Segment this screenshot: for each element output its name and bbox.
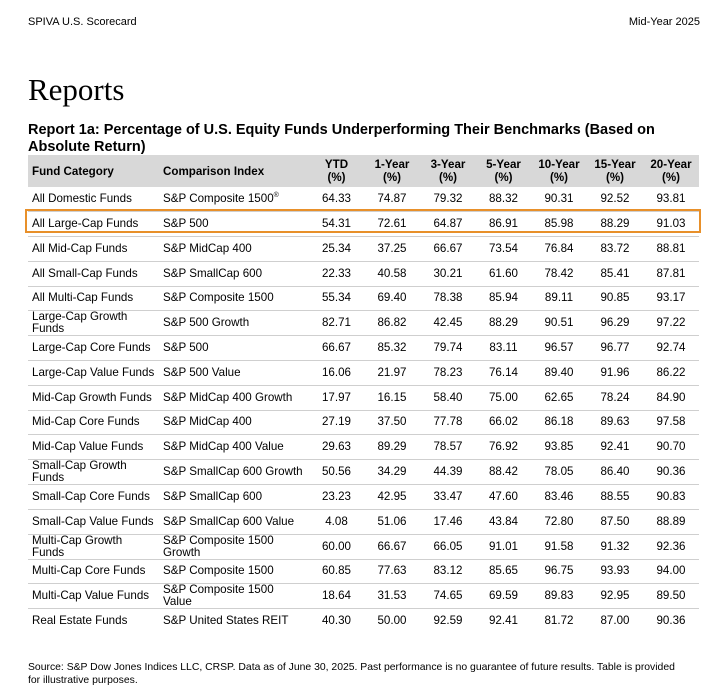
comparison-index-cell: S&P MidCap 400 — [163, 415, 252, 429]
percentage-cell: 29.63 — [321, 440, 351, 454]
percentage-cell: 44.39 — [433, 465, 463, 478]
percentage-cell: 87.81 — [656, 266, 686, 280]
comparison-index-cell: S&P MidCap 400 Growth — [163, 390, 293, 404]
percentage-cell: 83.46 — [544, 489, 574, 503]
percentage-cell: 42.95 — [377, 489, 407, 503]
table-row — [28, 336, 699, 361]
percentage-cell: 90.70 — [656, 440, 686, 454]
percentage-cell: 96.29 — [600, 316, 630, 330]
comparison-index-cell: S&P 500 — [163, 217, 209, 231]
percentage-cell: 23.23 — [321, 489, 351, 503]
fund-category-cell: Small-Cap Core Funds — [32, 489, 150, 503]
table-row — [28, 410, 699, 435]
percentage-cell: 85.41 — [600, 266, 630, 280]
fund-category-cell: Small-Cap Growth Funds — [32, 459, 127, 484]
percentage-cell: 76.84 — [544, 241, 574, 255]
percentage-cell: 54.31 — [321, 217, 351, 231]
percentage-cell: 33.47 — [433, 489, 463, 503]
percentage-cell: 86.82 — [377, 316, 407, 330]
percentage-cell: 89.83 — [544, 589, 574, 603]
fund-category-cell: Multi-Cap Core Funds — [32, 564, 146, 578]
percentage-cell: 60.85 — [321, 564, 351, 578]
column-header-ytd: YTD (%) — [309, 155, 364, 187]
percentage-cell: 90.36 — [656, 465, 686, 478]
percentage-cell: 91.96 — [600, 365, 630, 379]
table-row — [28, 584, 699, 609]
percentage-cell: 22.33 — [321, 266, 351, 280]
comparison-index-cell: S&P SmallCap 600 — [163, 489, 263, 503]
comparison-index-cell: S&P 500 Value — [163, 365, 241, 379]
percentage-cell: 89.50 — [656, 589, 686, 603]
percentage-cell: 79.32 — [433, 192, 463, 206]
fund-category-cell: All Domestic Funds — [32, 192, 132, 206]
fund-category-cell: Large-Cap Growth Funds — [32, 310, 128, 336]
percentage-cell: 83.12 — [433, 564, 463, 578]
percentage-cell: 88.29 — [488, 316, 518, 330]
fund-category-cell: Multi-Cap Value Funds — [32, 589, 150, 603]
percentage-cell: 78.57 — [433, 440, 463, 454]
percentage-cell: 83.72 — [600, 241, 630, 255]
table-row — [28, 187, 699, 212]
table-row — [28, 286, 699, 311]
percentage-cell: 47.60 — [488, 489, 518, 503]
percentage-cell: 75.00 — [488, 390, 518, 404]
table-title: Report 1a: Percentage of U.S. Equity Funds Underperforming Their Benchmarks (Based on Absolute Return) — [28, 122, 655, 155]
comparison-index-cell: S&P SmallCap 600 Growth — [163, 465, 303, 478]
percentage-cell: 87.00 — [600, 614, 630, 628]
percentage-cell: 86.22 — [656, 365, 686, 379]
percentage-cell: 86.18 — [544, 415, 574, 429]
percentage-cell: 82.71 — [321, 316, 351, 330]
percentage-cell: 66.67 — [377, 539, 407, 553]
percentage-cell: 81.72 — [544, 614, 574, 628]
percentage-cell: 27.19 — [321, 415, 351, 429]
column-header-1-year: 1-Year (%) — [364, 155, 420, 187]
percentage-cell: 91.03 — [656, 217, 686, 231]
percentage-cell: 42.45 — [433, 316, 463, 330]
percentage-cell: 17.46 — [433, 514, 463, 528]
page-title: Reports — [28, 72, 125, 107]
table-row — [28, 237, 699, 262]
percentage-cell: 74.65 — [433, 589, 463, 603]
comparison-index-cell: S&P SmallCap 600 — [163, 266, 263, 280]
percentage-cell: 89.63 — [600, 415, 630, 429]
percentage-cell: 31.53 — [377, 589, 407, 603]
percentage-cell: 90.51 — [544, 316, 574, 330]
percentage-cell: 60.00 — [321, 539, 351, 553]
percentage-cell: 83.11 — [489, 341, 518, 355]
percentage-cell: 96.77 — [600, 341, 630, 355]
percentage-cell: 76.14 — [488, 365, 518, 379]
percentage-cell: 90.31 — [544, 192, 574, 206]
column-header-10-year: 10-Year (%) — [531, 155, 587, 187]
percentage-cell: 88.81 — [656, 241, 686, 255]
percentage-cell: 85.65 — [488, 564, 518, 578]
percentage-cell: 16.06 — [321, 365, 351, 379]
percentage-cell: 51.06 — [377, 514, 407, 528]
fund-category-cell: Mid-Cap Core Funds — [32, 415, 140, 429]
table-row — [28, 460, 699, 485]
percentage-cell: 37.50 — [377, 415, 407, 429]
percentage-cell: 92.41 — [488, 614, 518, 628]
percentage-cell: 78.38 — [433, 291, 463, 305]
percentage-cell: 93.81 — [656, 192, 686, 206]
comparison-index-cell: S&P MidCap 400 Value — [163, 440, 284, 454]
percentage-cell: 89.11 — [544, 291, 574, 305]
percentage-cell: 85.94 — [488, 291, 518, 305]
comparison-index-cell: S&P Composite 1500 Value — [163, 583, 274, 609]
percentage-cell: 62.65 — [544, 390, 574, 404]
comparison-index-cell: S&P MidCap 400 — [163, 241, 252, 255]
percentage-cell: 92.74 — [656, 341, 686, 355]
percentage-cell: 78.24 — [600, 390, 630, 404]
percentage-cell: 69.59 — [488, 589, 518, 603]
underperformance-table — [28, 155, 699, 634]
percentage-cell: 72.80 — [544, 514, 574, 528]
table-row — [28, 509, 699, 534]
percentage-cell: 88.32 — [488, 192, 518, 206]
percentage-cell: 86.40 — [600, 465, 630, 478]
table-row — [28, 361, 699, 386]
percentage-cell: 92.36 — [656, 539, 686, 553]
fund-category-cell: Large-Cap Core Funds — [32, 341, 151, 355]
percentage-cell: 64.87 — [433, 217, 463, 231]
percentage-cell: 88.42 — [488, 465, 518, 478]
percentage-cell: 78.23 — [433, 365, 463, 379]
registered-mark: ® — [273, 192, 279, 200]
comparison-index-cell: S&P Composite 1500 Growth — [163, 533, 274, 559]
percentage-cell: 84.90 — [656, 390, 686, 404]
table-row — [28, 261, 699, 286]
percentage-cell: 72.61 — [377, 217, 407, 231]
percentage-cell: 96.57 — [544, 341, 574, 355]
percentage-cell: 37.25 — [377, 241, 407, 255]
report-series-label: SPIVA U.S. Scorecard — [28, 16, 137, 28]
fund-category-cell: Small-Cap Value Funds — [32, 514, 154, 528]
percentage-cell: 21.97 — [377, 365, 407, 379]
column-header-20-year: 20-Year (%) — [643, 155, 699, 187]
percentage-cell: 78.42 — [544, 266, 574, 280]
percentage-cell: 93.93 — [600, 564, 630, 578]
column-header-comparison-index: Comparison Index — [159, 155, 309, 187]
percentage-cell: 73.54 — [488, 241, 518, 255]
column-header-3-year: 3-Year (%) — [420, 155, 476, 187]
percentage-cell: 78.05 — [544, 465, 574, 478]
source-footnote: Source: S&P Dow Jones Indices LLC, CRSP. Data as of June 30, 2025. Past performance is no guarantee of future results. Table is provided for illustrative purposes. — [28, 662, 675, 686]
percentage-cell: 66.67 — [321, 341, 351, 355]
percentage-cell: 92.41 — [600, 440, 630, 454]
percentage-cell: 17.97 — [321, 390, 351, 404]
comparison-index-cell: S&P SmallCap 600 Value — [163, 514, 295, 528]
table-row — [28, 485, 699, 510]
comparison-index-cell: S&P Composite 1500 — [163, 564, 274, 578]
comparison-index-cell: S&P Composite 1500® — [163, 192, 279, 206]
fund-category-cell: Multi-Cap Growth Funds — [32, 533, 123, 559]
percentage-cell: 94.00 — [656, 564, 686, 578]
percentage-cell: 76.92 — [488, 440, 518, 454]
percentage-cell: 77.78 — [433, 415, 463, 429]
percentage-cell: 93.85 — [544, 440, 574, 454]
percentage-cell: 89.29 — [377, 440, 407, 454]
percentage-cell: 43.84 — [488, 514, 518, 528]
percentage-cell: 91.01 — [488, 539, 518, 553]
percentage-cell: 93.17 — [656, 291, 686, 305]
fund-category-cell: Mid-Cap Value Funds — [32, 440, 144, 454]
percentage-cell: 86.91 — [488, 217, 518, 231]
table-header-row — [28, 155, 699, 187]
fund-category-cell: All Small-Cap Funds — [32, 266, 138, 280]
table-body — [28, 187, 699, 634]
column-header-15-year: 15-Year (%) — [587, 155, 643, 187]
percentage-cell: 4.08 — [325, 514, 348, 528]
table-row — [28, 534, 699, 559]
percentage-cell: 89.40 — [544, 365, 574, 379]
percentage-cell: 40.58 — [377, 266, 407, 280]
comparison-index-cell: S&P 500 — [163, 341, 209, 355]
comparison-index-cell: S&P Composite 1500 — [163, 291, 274, 305]
table-row — [28, 559, 699, 584]
percentage-cell: 55.34 — [321, 291, 351, 305]
percentage-cell: 90.85 — [600, 291, 630, 305]
percentage-cell: 30.21 — [433, 266, 463, 280]
percentage-cell: 74.87 — [377, 192, 407, 206]
percentage-cell: 77.63 — [377, 564, 407, 578]
fund-category-cell: All Mid-Cap Funds — [32, 241, 128, 255]
percentage-cell: 92.52 — [600, 192, 630, 206]
percentage-cell: 50.56 — [321, 465, 351, 478]
percentage-cell: 18.64 — [321, 589, 351, 603]
fund-category-cell: All Multi-Cap Funds — [32, 291, 134, 305]
percentage-cell: 85.98 — [544, 217, 574, 231]
column-header-5-year: 5-Year (%) — [476, 155, 531, 187]
percentage-cell: 58.40 — [433, 390, 463, 404]
percentage-cell: 16.15 — [377, 390, 407, 404]
fund-category-cell: Mid-Cap Growth Funds — [32, 390, 152, 404]
percentage-cell: 61.60 — [488, 266, 518, 280]
percentage-cell: 97.22 — [656, 316, 686, 330]
percentage-cell: 66.02 — [488, 415, 518, 429]
percentage-cell: 64.33 — [321, 192, 351, 206]
percentage-cell: 66.05 — [433, 539, 463, 553]
percentage-cell: 88.89 — [656, 514, 686, 528]
percentage-cell: 40.30 — [321, 614, 351, 628]
fund-category-cell: Real Estate Funds — [32, 614, 128, 628]
percentage-cell: 88.55 — [600, 489, 630, 503]
percentage-cell: 90.83 — [656, 489, 686, 503]
table-row — [28, 212, 699, 237]
column-header-fund-category: Fund Category — [28, 155, 159, 187]
percentage-cell: 50.00 — [377, 614, 407, 628]
percentage-cell: 96.75 — [544, 564, 574, 578]
percentage-cell: 88.29 — [600, 217, 630, 231]
fund-category-cell: All Large-Cap Funds — [32, 217, 139, 231]
fund-category-cell: Large-Cap Value Funds — [32, 365, 155, 379]
percentage-cell: 97.58 — [656, 415, 686, 429]
percentage-cell: 85.32 — [377, 341, 407, 355]
percentage-cell: 92.59 — [433, 614, 463, 628]
comparison-index-cell: S&P United States REIT — [163, 614, 289, 628]
percentage-cell: 69.40 — [377, 291, 407, 305]
percentage-cell: 90.36 — [656, 614, 686, 628]
table-row — [28, 385, 699, 410]
percentage-cell: 87.50 — [600, 514, 630, 528]
percentage-cell: 25.34 — [321, 241, 351, 255]
percentage-cell: 92.95 — [600, 589, 630, 603]
report-period-label: Mid-Year 2025 — [628, 16, 700, 28]
percentage-cell: 91.58 — [544, 539, 574, 553]
percentage-cell: 91.32 — [600, 539, 630, 553]
percentage-cell: 79.74 — [433, 341, 463, 355]
percentage-cell: 34.29 — [377, 465, 407, 478]
table-row — [28, 435, 699, 460]
percentage-cell: 66.67 — [433, 241, 463, 255]
comparison-index-cell: S&P 500 Growth — [163, 316, 250, 330]
table-row — [28, 311, 699, 336]
table-row — [28, 609, 699, 634]
